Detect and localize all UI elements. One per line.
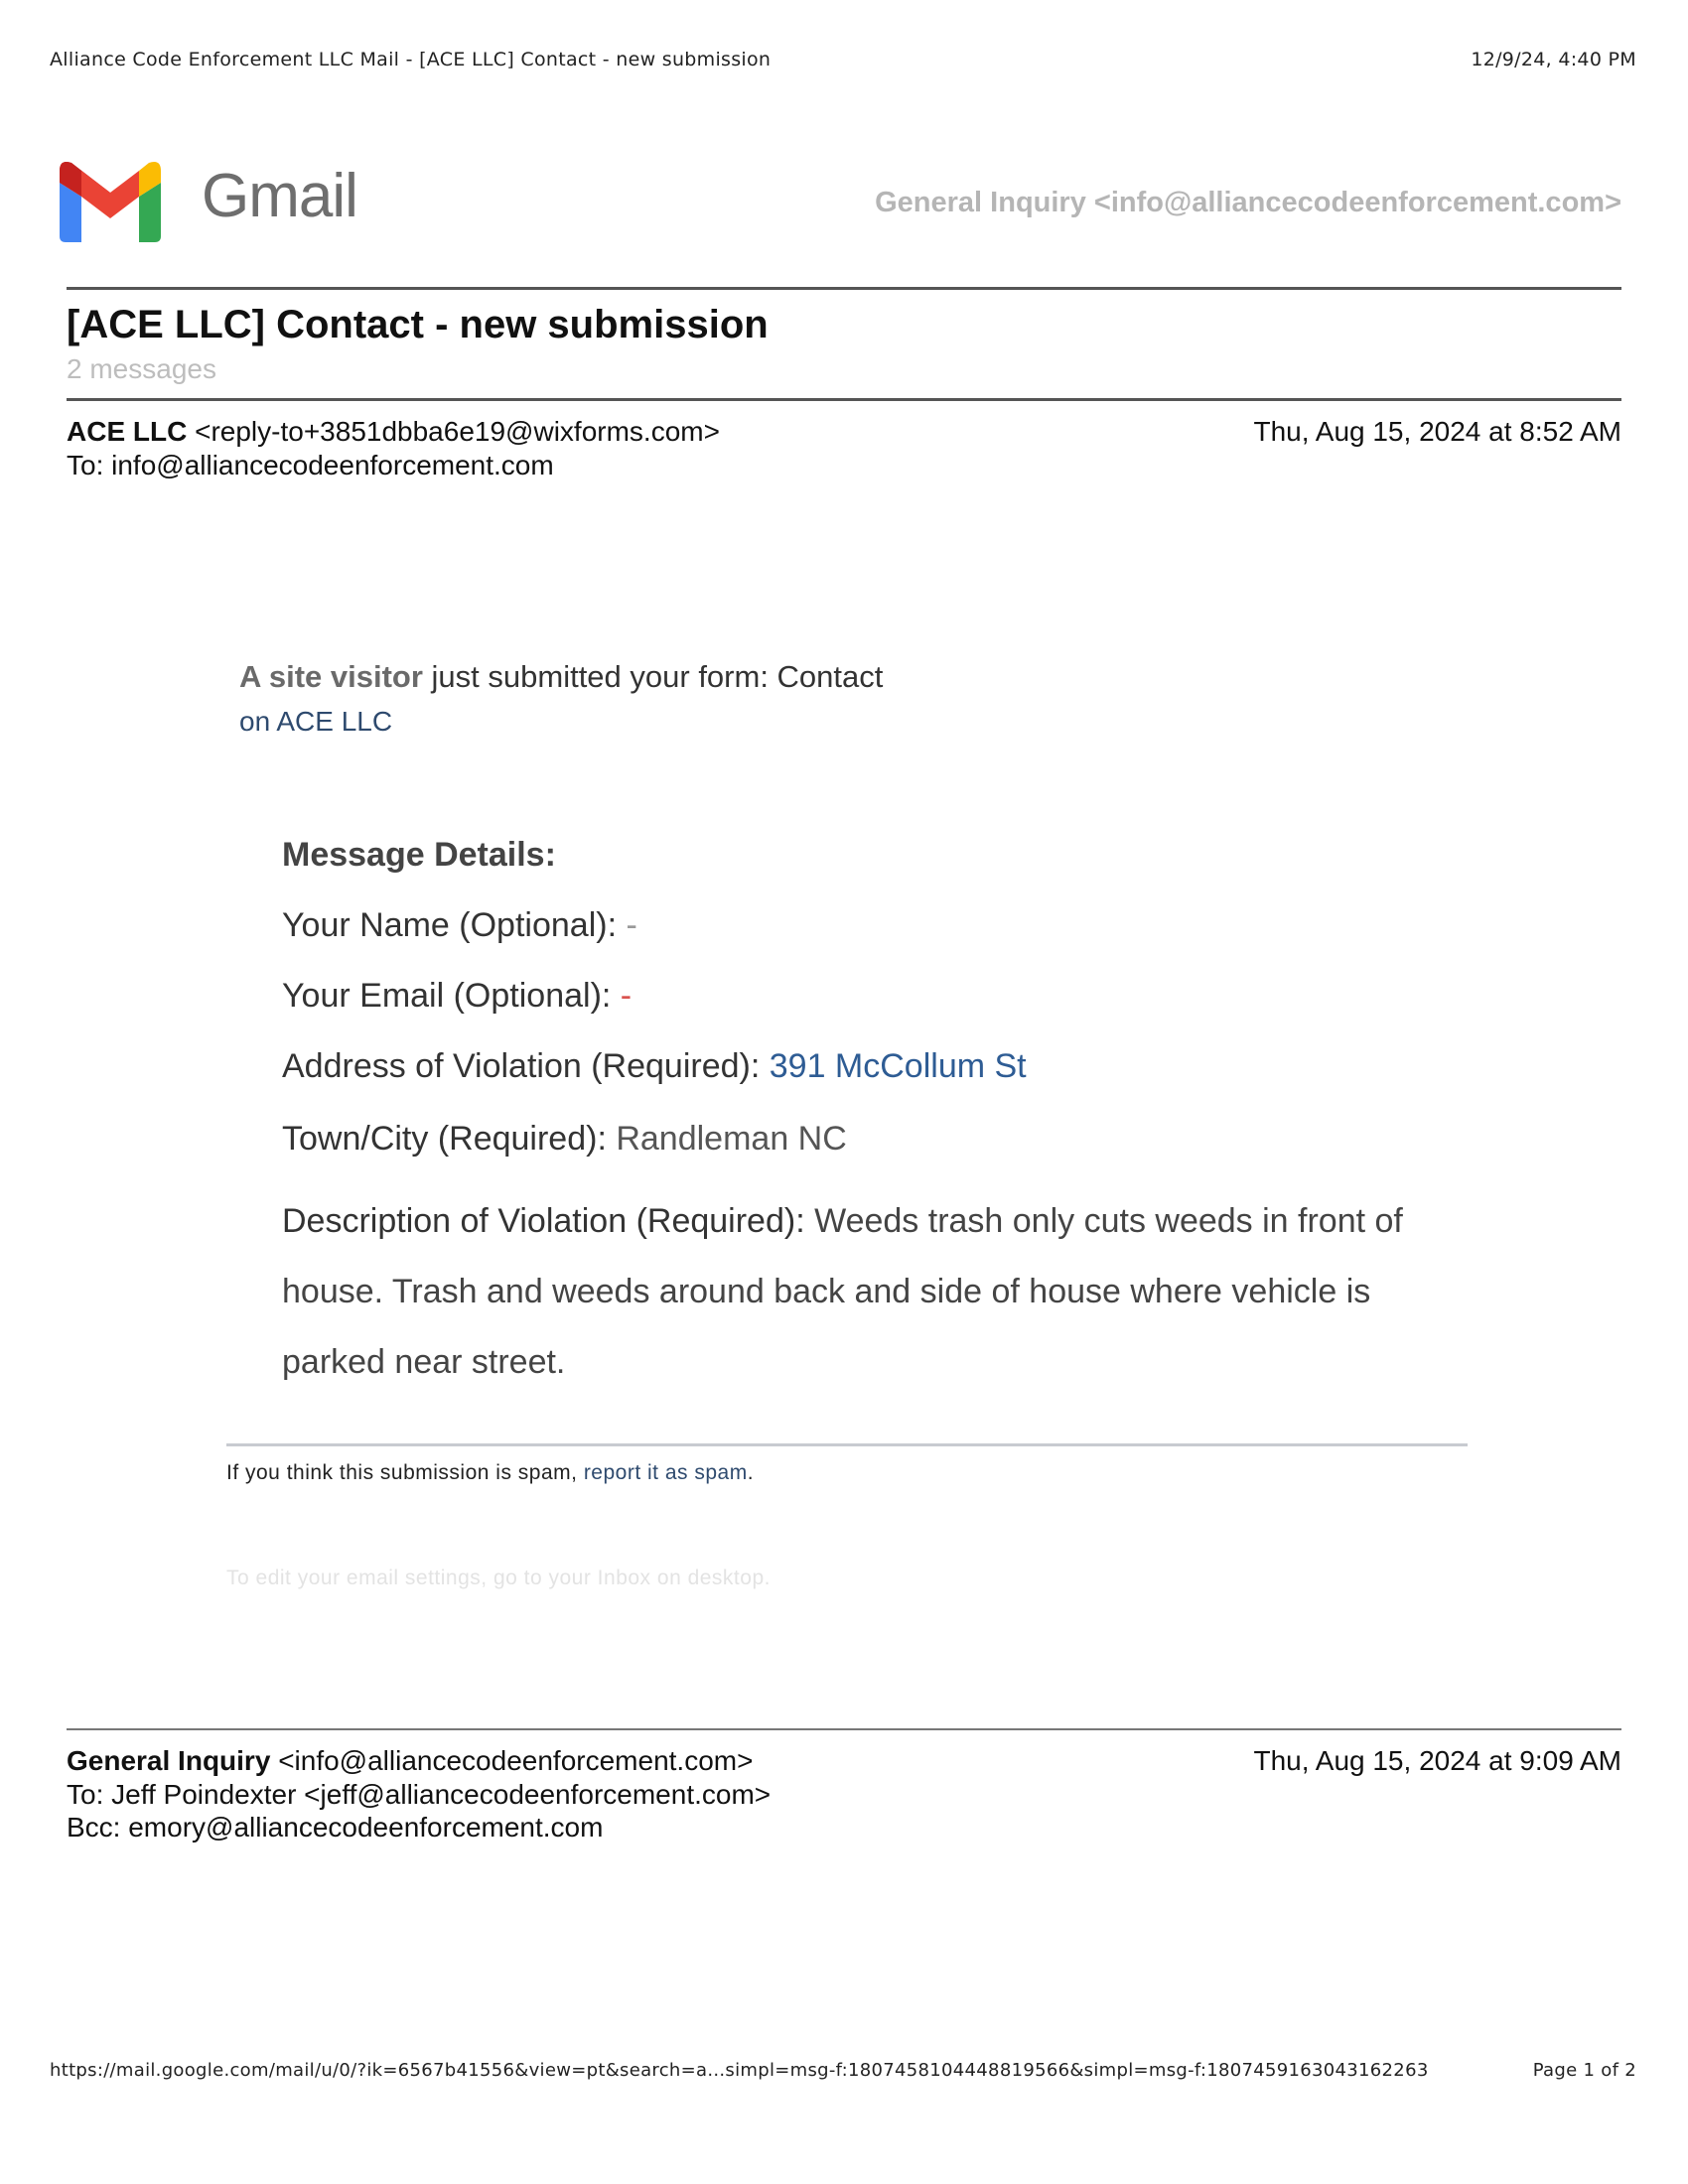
print-url: https://mail.google.com/mail/u/0/?ik=6567b41556&view=pt&search=a...simpl=msg-f:1807458104448819566&simpl=msg-f:1807459163043162263 <box>50 2060 1429 2081</box>
message1-date: Thu, Aug 15, 2024 at 8:52 AM <box>1253 416 1621 447</box>
field-your-email <box>282 977 632 1016</box>
print-page-number: Page 1 of 2 <box>1532 2060 1636 2081</box>
field-your-name-value: - <box>626 906 637 944</box>
submission-intro <box>239 659 883 695</box>
body-divider <box>226 1443 1468 1446</box>
field-address-label: Address of Violation (Required): <box>282 1047 770 1085</box>
field-your-name-label: Your Name (Optional): <box>282 906 627 944</box>
subject-divider <box>67 398 1621 401</box>
gmail-m-icon <box>56 157 165 246</box>
field-description <box>282 1186 1414 1398</box>
message2-to: To: Jeff Poindexter <jeff@alliancecodeenforcement.com> <box>67 1779 772 1810</box>
message2-bcc: Bcc: emory@alliancecodeenforcement.com <box>67 1812 604 1843</box>
header-divider <box>67 287 1621 290</box>
gmail-logo[interactable] <box>56 157 363 246</box>
field-town-value: Randleman NC <box>616 1120 847 1158</box>
message1-from <box>67 416 720 448</box>
report-spam-link[interactable]: report it as spam <box>583 1461 748 1484</box>
field-description-value: Weeds trash only cuts weeds in front of house. Trash and weeds around back and side of house where vehicle is parked near street. <box>282 1202 1403 1381</box>
field-your-email-value: - <box>620 977 633 1015</box>
print-page-title: Alliance Code Enforcement LLC Mail - [ACE LLC] Contact - new submission <box>50 49 772 70</box>
message-details-title: Message Details: <box>282 836 556 874</box>
spam-notice <box>226 1461 754 1485</box>
field-town <box>282 1120 847 1159</box>
message2-sender-email[interactable]: <info@alliancecodeenforcement.com> <box>278 1745 754 1776</box>
submission-intro-text: just submitted your form: Contact <box>422 659 884 694</box>
message1-sender-name: ACE LLC <box>67 416 188 447</box>
thread-subject: [ACE LLC] Contact - new submission <box>67 303 769 346</box>
spam-notice-text: If you think this submission is spam, <box>226 1461 584 1484</box>
field-town-label: Town/City (Required): <box>282 1120 617 1158</box>
gmail-wordmark: Gmail <box>202 162 357 230</box>
message-count: 2 messages <box>67 353 216 384</box>
message2-divider <box>67 1728 1621 1730</box>
field-your-name <box>282 906 637 945</box>
field-address-value[interactable]: 391 McCollum St <box>769 1047 1027 1085</box>
message2-from <box>67 1745 753 1777</box>
print-datetime: 12/9/24, 4:40 PM <box>1471 49 1636 70</box>
email-settings-note: To edit your email settings, go to your Inbox on desktop. <box>226 1567 771 1589</box>
message1-to: To: info@alliancecodeenforcement.com <box>67 450 554 480</box>
field-description-label: Description of Violation (Required): <box>282 1202 815 1240</box>
field-your-email-label: Your Email (Optional): <box>282 977 621 1015</box>
site-visitor-label: A site visitor <box>239 659 423 694</box>
spam-notice-end: . <box>747 1461 755 1484</box>
site-link[interactable]: on ACE LLC <box>239 706 393 737</box>
field-address <box>282 1047 1027 1086</box>
account-label: General Inquiry <info@alliancecodeenforcement.com> <box>875 187 1621 218</box>
message2-sender-name: General Inquiry <box>67 1745 271 1776</box>
message2-date: Thu, Aug 15, 2024 at 9:09 AM <box>1253 1745 1621 1776</box>
message1-sender-email[interactable]: <reply-to+3851dbba6e19@wixforms.com> <box>195 416 720 447</box>
